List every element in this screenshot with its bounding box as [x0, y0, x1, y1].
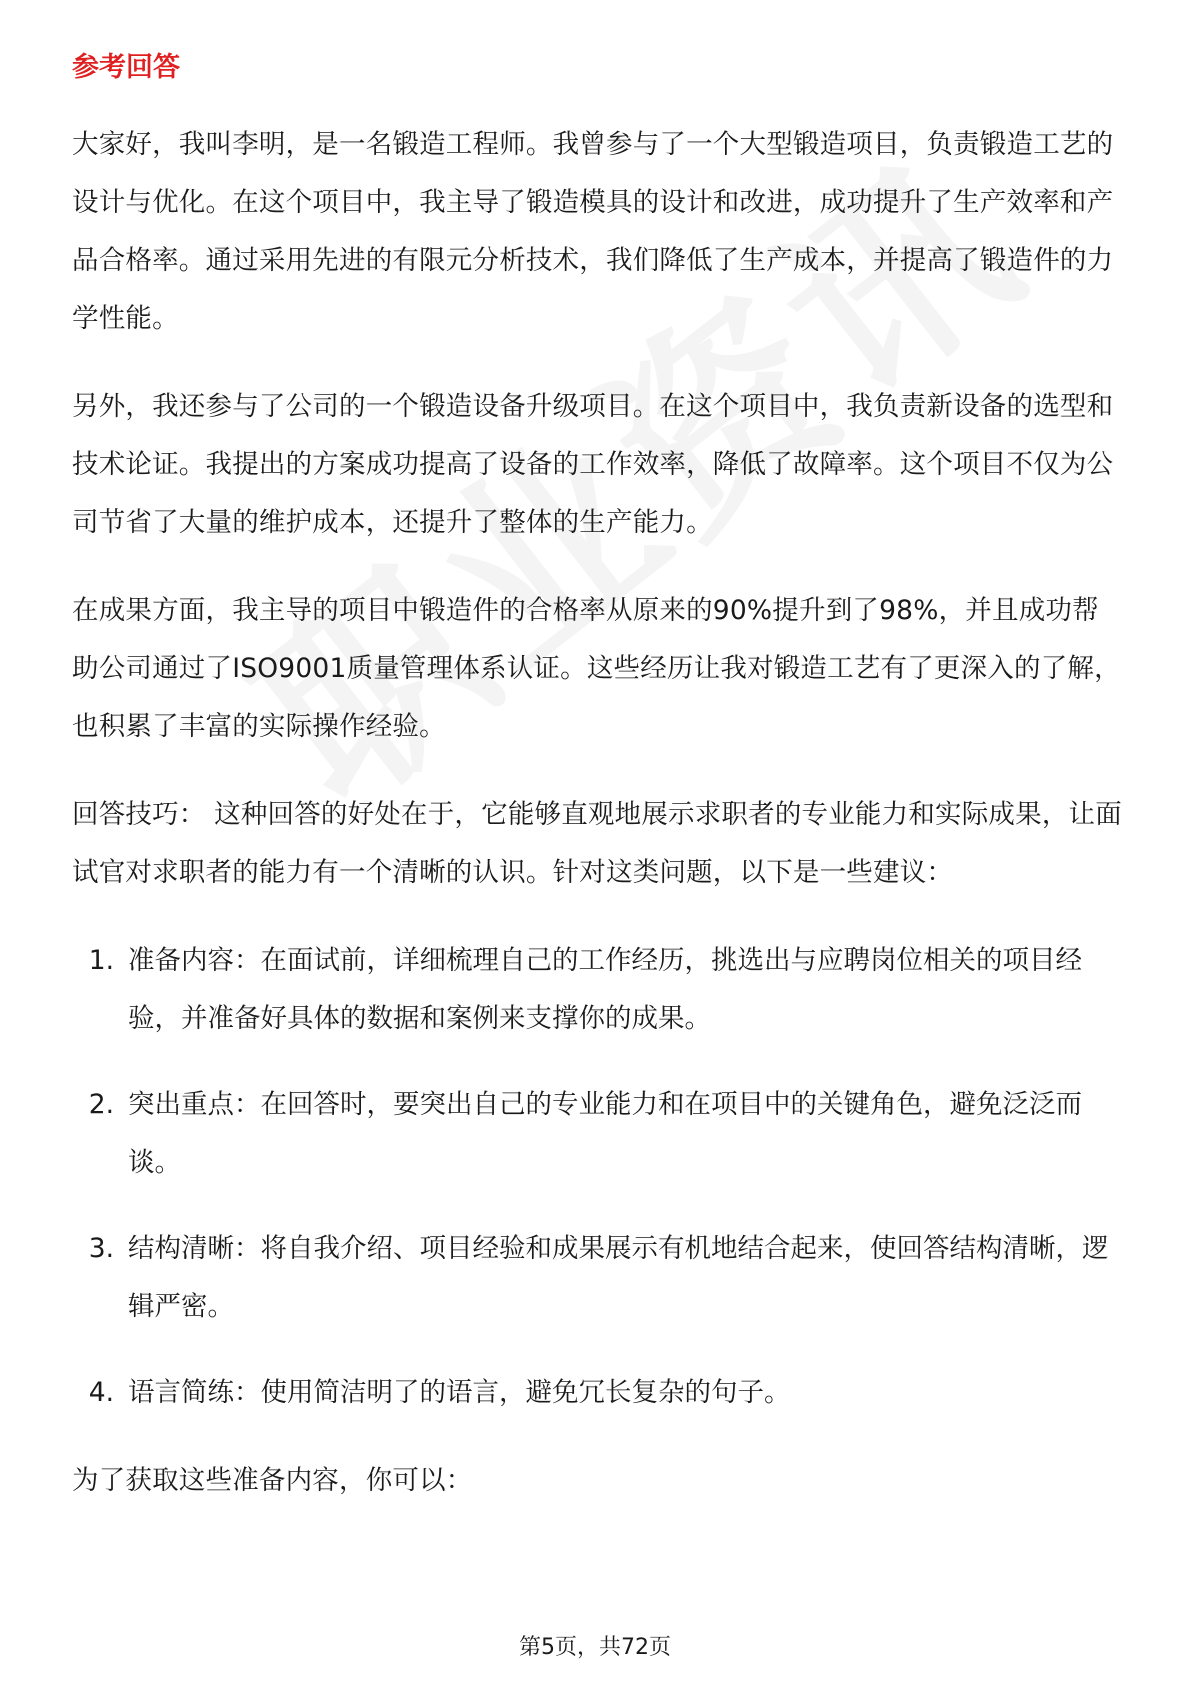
document-body — [72, 48, 1122, 1540]
list-number: 3. — [88, 1233, 114, 1264]
list-item — [72, 1220, 1122, 1336]
list-text: 结构清晰：将自我介绍、项目经验和成果展示有机地结合起来，使回答结构清晰，逻辑严密。 — [128, 1233, 1109, 1322]
list-text: 语言简练：使用简洁明了的语言，避免冗长复杂的句子。 — [128, 1377, 791, 1408]
list-text: 准备内容：在面试前，详细梳理自己的工作经历，挑选出与应聘岗位相关的项目经验，并准备好具体的数据和案例来支撑你的成果。 — [128, 945, 1082, 1034]
list-item — [72, 932, 1122, 1048]
paragraph-intro: 大家好，我叫李明，是一名锻造工程师。我曾参与了一个大型锻造项目，负责锻造工艺的设计与优化。在这个项目中，我主导了锻造模具的设计和改进，成功提升了生产效率和产品合格率。通过采用先进的有限元分析技术，我们降低了生产成本，并提高了锻造件的力学性能。 — [72, 129, 1114, 334]
list-item — [72, 1364, 1122, 1422]
paragraph-closing: 为了获取这些准备内容，你可以： — [72, 1465, 473, 1496]
list-number: 2. — [88, 1089, 114, 1120]
list-number: 1. — [88, 945, 114, 976]
list-text: 突出重点：在回答时，要突出自己的专业能力和在项目中的关键角色，避免泛泛而谈。 — [128, 1089, 1082, 1178]
paragraph-equipment-project: 另外，我还参与了公司的一个锻造设备升级项目。在这个项目中，我负责新设备的选型和技术论证。我提出的方案成功提高了设备的工作效率，降低了故障率。这个项目不仅为公司节省了大量的维护成本，还提升了整体的生产能力。 — [72, 391, 1114, 538]
paragraph-answer-tips: 回答技巧： 这种回答的好处在于，它能够直观地展示求职者的专业能力和实际成果，让面试官对求职者的能力有一个清晰的认识。针对这类问题，以下是一些建议： — [72, 799, 1122, 888]
page-number: 第5页，共72页 — [519, 1635, 671, 1660]
tips-list — [72, 932, 1122, 1422]
paragraph-achievements: 在成果方面，我主导的项目中锻造件的合格率从原来的90%提升到了98%，并且成功帮助公司通过了ISO9001质量管理体系认证。这些经历让我对锻造工艺有了更深入的了解，也积累了丰富的实际操作经验。 — [72, 595, 1121, 742]
list-number: 4. — [88, 1377, 114, 1408]
list-item — [72, 1076, 1122, 1192]
section-heading: 参考回答 — [72, 52, 180, 83]
